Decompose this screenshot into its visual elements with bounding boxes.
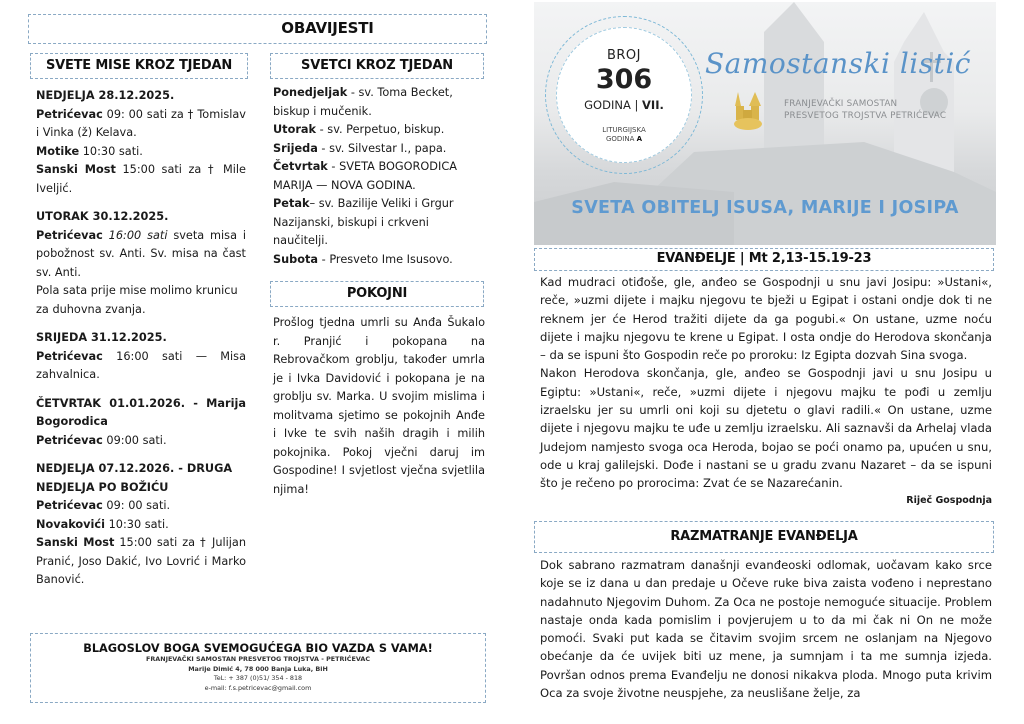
- mass-detail: 10:30 sati.: [79, 144, 143, 158]
- mass-entry: [36, 282, 246, 319]
- saint-text: - sv. Toma Becket, biskup i mučenik.: [273, 86, 453, 118]
- gospel-closing: Riječ Gospodnja: [906, 494, 992, 506]
- mass-entry: [36, 106, 246, 143]
- saint-day: Petak: [273, 197, 310, 210]
- saints-title: SVETCI KROZ TJEDAN: [301, 58, 453, 73]
- saint-text: - Presveto Ime Isusovo.: [318, 252, 453, 266]
- issue-number: 306: [595, 64, 653, 95]
- saint-item: [273, 195, 485, 251]
- saint-day: Subota: [273, 252, 319, 266]
- gospel-paragraph: Nakon Herodova skončanja, gle, anđeo se Gospodnji javi u snu Josipu u Egiptu: »Ustani«, reče, »uzmi dijete i njegovu majku te pođi u zemlju izraelsku jer su umrli oni koji su djetetu o glavi radili.« On ustane, uzme dijete i njegovu majku te uđe u zemlju izraelsku. Ali saznavši da Arhelaj vlada Judejom namjesto svoga oca Heroda, bojao se poći onamo pa, upućen u snu, ode u kraj galilejski. Dođe i nastani se u gradu zvanu Nazaret – da se ispuni što je rečeno po prorocima: Zvat će se Nazarećanin.: [540, 366, 992, 491]
- mass-place: Novakovići: [36, 517, 105, 531]
- deceased-header-box: [270, 281, 484, 307]
- mass-place: Sanski Most: [36, 163, 116, 176]
- mass-place: Petrićevac: [36, 499, 103, 512]
- mass-entry: [36, 143, 246, 162]
- liturgical-year: [557, 126, 691, 144]
- monastery-name-line2: PRESVETOG TROJSTVA PETRIĆEVAC: [784, 111, 947, 121]
- blessing-text: BLAGOSLOV BOGA SVEMOGUĆEGA BIO VAZDA S VAMA!: [83, 642, 433, 655]
- saint-item: [273, 84, 485, 121]
- deceased-notice: [273, 314, 485, 499]
- deceased-title: POKOJNI: [346, 286, 408, 301]
- saint-text: - sv. Silvestar I., papa.: [317, 141, 447, 155]
- year-label: GODINA |: [584, 98, 643, 112]
- saint-day: Ponedjeljak: [273, 86, 348, 99]
- mass-detail: 09: 00 sati za † Tomislav i Vinka (ž) Kelava.: [36, 107, 246, 139]
- mass-entry: [36, 534, 246, 590]
- day-heading-text: SRIJEDA 31.12.2025.: [36, 331, 167, 344]
- deceased-text: Prošlog tjedna umrli su Anđa Šukalo r. Pranjić i pokopana na Rebrovačkom groblju, također umrla je i Ivka Davidović i pokopana je na groblju sv. Marka. U svojim mislima i molitvama sjetimo se pokojnih Anđe i Ivke te svih naših dragih i milih pokojnika. Pokoj vječni daruj im Gospodine! I svjetlost vječna svjetlila njima!: [273, 316, 485, 496]
- day-heading: [36, 208, 246, 227]
- mass-place: Motike: [36, 144, 80, 158]
- feast-title: SVETA OBITELJ ISUSA, MARIJE I JOSIPA: [571, 198, 959, 218]
- org-name: FRANJEVAČKI SAMOSTAN PRESVETOG TROJSTVA - PETRIĆEVAC: [145, 655, 371, 663]
- mass-entry: [36, 348, 246, 385]
- liturgical-year-value: A: [636, 135, 643, 143]
- day-heading-text: NEDJELJA 28.12.2025.: [36, 89, 175, 102]
- gospel-text: [540, 273, 992, 509]
- year-value: VII.: [642, 98, 664, 112]
- masses-title: SVETE MISE KROZ TJEDAN: [45, 58, 233, 73]
- mass-detail: 15:00 sati za † Mile Iveljić.: [36, 163, 246, 195]
- mass-place: Petrićevac: [36, 349, 103, 363]
- mass-place: Petrićevac: [36, 228, 103, 242]
- day-heading: [36, 87, 246, 106]
- day-heading-text: UTORAK 30.12.2025.: [36, 210, 169, 223]
- reflection-title: RAZMATRANJE EVANĐELJA: [670, 529, 858, 544]
- saints-list: [273, 84, 485, 269]
- day-heading: [36, 460, 246, 497]
- saint-item: [273, 158, 485, 195]
- mass-entry: [36, 516, 246, 535]
- masses-schedule: [36, 87, 246, 590]
- masses-header-box: [30, 53, 248, 79]
- day-heading: [36, 395, 246, 432]
- saint-item: [273, 140, 485, 159]
- saint-text: - sv. Perpetuo, biskup.: [316, 123, 445, 136]
- issue-year: [557, 98, 691, 112]
- gospel-header-box: [534, 248, 994, 271]
- mass-detail: 10:30 sati.: [104, 517, 169, 531]
- mass-detail: 15:00 sati za † Julijan Pranić, Joso Dakić, Ivo Lovrić i Marko Banović.: [36, 536, 246, 586]
- org-phone: TeL: + 387 (0)51/ 354 - 818: [213, 674, 303, 682]
- mass-detail: 09: 00 sati.: [102, 499, 171, 512]
- saints-header-box: [270, 53, 484, 79]
- issue-label: BROJ: [606, 48, 642, 63]
- newsletter-title: Samostanski listić: [705, 47, 971, 80]
- mass-entry: [36, 161, 246, 198]
- footer-box: [30, 633, 486, 703]
- mass-detail: sveta misa i pobožnost sv. Anti. Sv. misa na čast sv. Anti.: [36, 228, 246, 279]
- issue-badge: [556, 27, 692, 163]
- mass-time: 16:00 sati: [102, 228, 168, 242]
- reflection-header-box: [534, 521, 994, 553]
- monastery-name: [784, 98, 946, 122]
- day-heading-text: ČETVRTAK 01.01.2026. - Marija Bogorodica: [36, 396, 246, 428]
- saint-item: [273, 251, 485, 270]
- mass-entry: [36, 227, 246, 283]
- mass-place: Sanski Most: [36, 536, 115, 549]
- mass-place: Petrićevac: [36, 107, 103, 121]
- notices-header-box: [28, 14, 487, 44]
- gospel-paragraph: Kad mudraci otiđoše, gle, anđeo se Gospodnji u snu javi Josipu: »Ustani«, reče, »uzmi dijete i majku njegovu te bježi u Egipat i ostani ondje dok ti ne reknem jer će Herod tražiti dijete da ga pogubi.« On ustane, uzme noću dijete i majku njegovu te krene u Egipat. I osta ondje do Herodova skončanja – da se ispuni što Gospodin reče po proroku: Iz Egipta dozvah Sina svoga.: [540, 275, 992, 363]
- saint-day: Četvrtak: [273, 160, 328, 173]
- monastery-name-line1: FRANJEVAČKI SAMOSTAN: [784, 99, 898, 109]
- gospel-title: EVANĐELJE | Mt 2,13-15.19-23: [656, 251, 872, 266]
- mass-detail: 16:00 sati — Misa zahvalnica.: [36, 349, 246, 381]
- day-heading: [36, 329, 246, 348]
- mass-detail: Pola sata prije mise molimo krunicu za duhovna zvanja.: [36, 284, 238, 316]
- saint-day: Utorak: [273, 123, 317, 136]
- monastery-logo-icon: [733, 88, 763, 132]
- reflection-paragraph: Dok sabrano razmatram današnji evanđeoski odlomak, uočavam kako srce koje se iz dana u dan predaje u Očeve ruke biva zaista vođeno i neprestano nadahnuto Njegovim Duhom. Za Oca ne postoje nemoguće situacije. Problem nastaje onda kada pomislim i povjerujem u to da mi čak ni On ne može pomoći. Svaki put kada se čitavim svojim srcem ne oslanjam na Njegovo obećanje da će uvijek biti uz mene, ja sumnjam i ta me sumnja izjeda. Površan odnos prema Evanđelju ne donosi nikakva ploda. Mnogo puta krivim Oca za svoje životne neuspjehe, za neuslišane želje, za: [540, 558, 992, 701]
- mass-detail: 09:00 sati.: [102, 433, 167, 447]
- saint-day: Srijeda: [273, 141, 318, 155]
- org-address: Marije Dimić 4, 78 000 Banja Luka, BiH: [188, 664, 328, 673]
- notices-title: OBAVIJESTI: [281, 19, 374, 37]
- org-email[interactable]: e-mail: f.s.petricevac@gmail.com: [204, 683, 312, 692]
- saint-text: - SVETA BOGORODICA MARIJA — NOVA GODINA.: [273, 160, 457, 192]
- saint-text: – sv. Bazilije Veliki i Grgur Nazijanski, biskupi i crkveni naučitelji.: [273, 197, 454, 247]
- mass-entry: [36, 497, 246, 516]
- mass-entry: [36, 432, 246, 451]
- liturgical-label: LITURGIJSKA: [602, 126, 646, 134]
- liturgical-year-label: GODINA: [605, 135, 637, 143]
- saint-item: [273, 121, 485, 140]
- reflection-text: [540, 556, 992, 702]
- mass-place: Petrićevac: [36, 433, 103, 447]
- day-heading-text: NEDJELJA 07.12.2026. - DRUGA NEDJELJA PO BOŽIĆU: [36, 462, 233, 494]
